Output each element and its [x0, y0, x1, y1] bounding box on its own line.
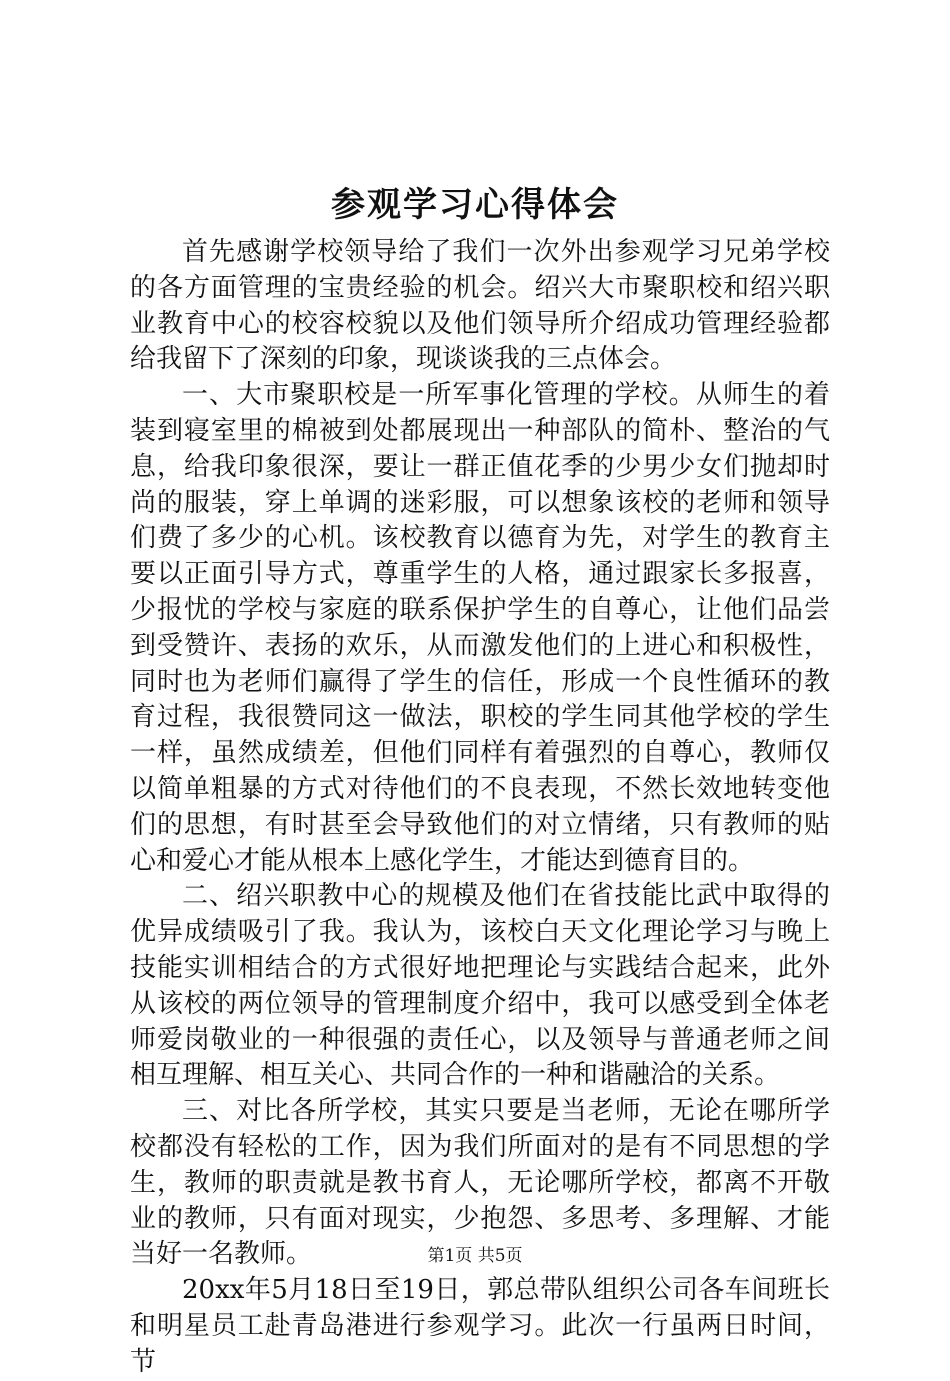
- paragraph-point-two: 二、绍兴职教中心的规模及他们在省技能比武中取得的优异成绩吸引了我。我认为，该校白天文化理论学习与晚上技能实训相结合的方式很好地把理论与实践结合起来，此外从该校的两位领导的管理制度介绍中，我可以感受到全体老师爱岗敬业的一种很强的责任心，以及领导与普通老师之间相互理解、相互关心、共同合作的一种和谐融洽的关系。: [130, 881, 830, 1091]
- paragraph-point-one: 一、大市聚职校是一所军事化管理的学校。从师生的着装到寝室里的棉被到处都展现出一种部队的简朴、整治的气息，给我印象很深，要让一群正值花季的少男少女们抛却时尚的服装，穿上单调的迷彩服，可以想象该校的老师和领导们费了多少的心机。该校教育以德育为先，对学生的教育主要以正面引导方式，尊重学生的人格，通过跟家长多报喜，少报忧的学校与家庭的联系保护学生的自尊心，让他们品尝到受赞许、表扬的欢乐，从而激发他们的上进心和积极性，同时也为老师们赢得了学生的信任，形成一个良性循环的教育过程，我很赞同这一做法，职校的学生同其他学校的学生一样，虽然成绩差，但他们同样有着强烈的自尊心，教师仅以简单粗暴的方式对待他们的不良表现，不然长效地转变他们的思想，有时甚至会导致他们的对立情绪，只有教师的贴心和爱心才能从根本上感化学生，才能达到德育目的。: [130, 380, 830, 876]
- paragraph-intro: 首先感谢学校领导给了我们一次外出参观学习兄弟学校的各方面管理的宝贵经验的机会。绍兴大市聚职校和绍兴职业教育中心的校容校貌以及他们领导所介绍成功管理经验都给我留下了深刻的印象，现谈谈我的三点体会。: [130, 237, 830, 375]
- page-number-footer: 第1页 共5页: [427, 1246, 523, 1266]
- paragraph-point-three: 三、对比各所学校，其实只要是当老师，无论在哪所学校都没有轻松的工作，因为我们所面对的是有不同思想的学生，教师的职责就是教书育人，无论哪所学校，都离不开敬业的教师，只有面对现实，少抱怨、多思考、多理解、才能当好一名教师。: [130, 1096, 830, 1270]
- document-body: [130, 235, 830, 1381]
- document-title: 参观学习心得体会: [331, 185, 619, 225]
- paragraph-qingdao-visit: 20xx年5月18日至19日，郭总带队组织公司各车间班长和明星员工赴青岛港进行参观学习。此次一行虽两日时间，节: [130, 1275, 830, 1377]
